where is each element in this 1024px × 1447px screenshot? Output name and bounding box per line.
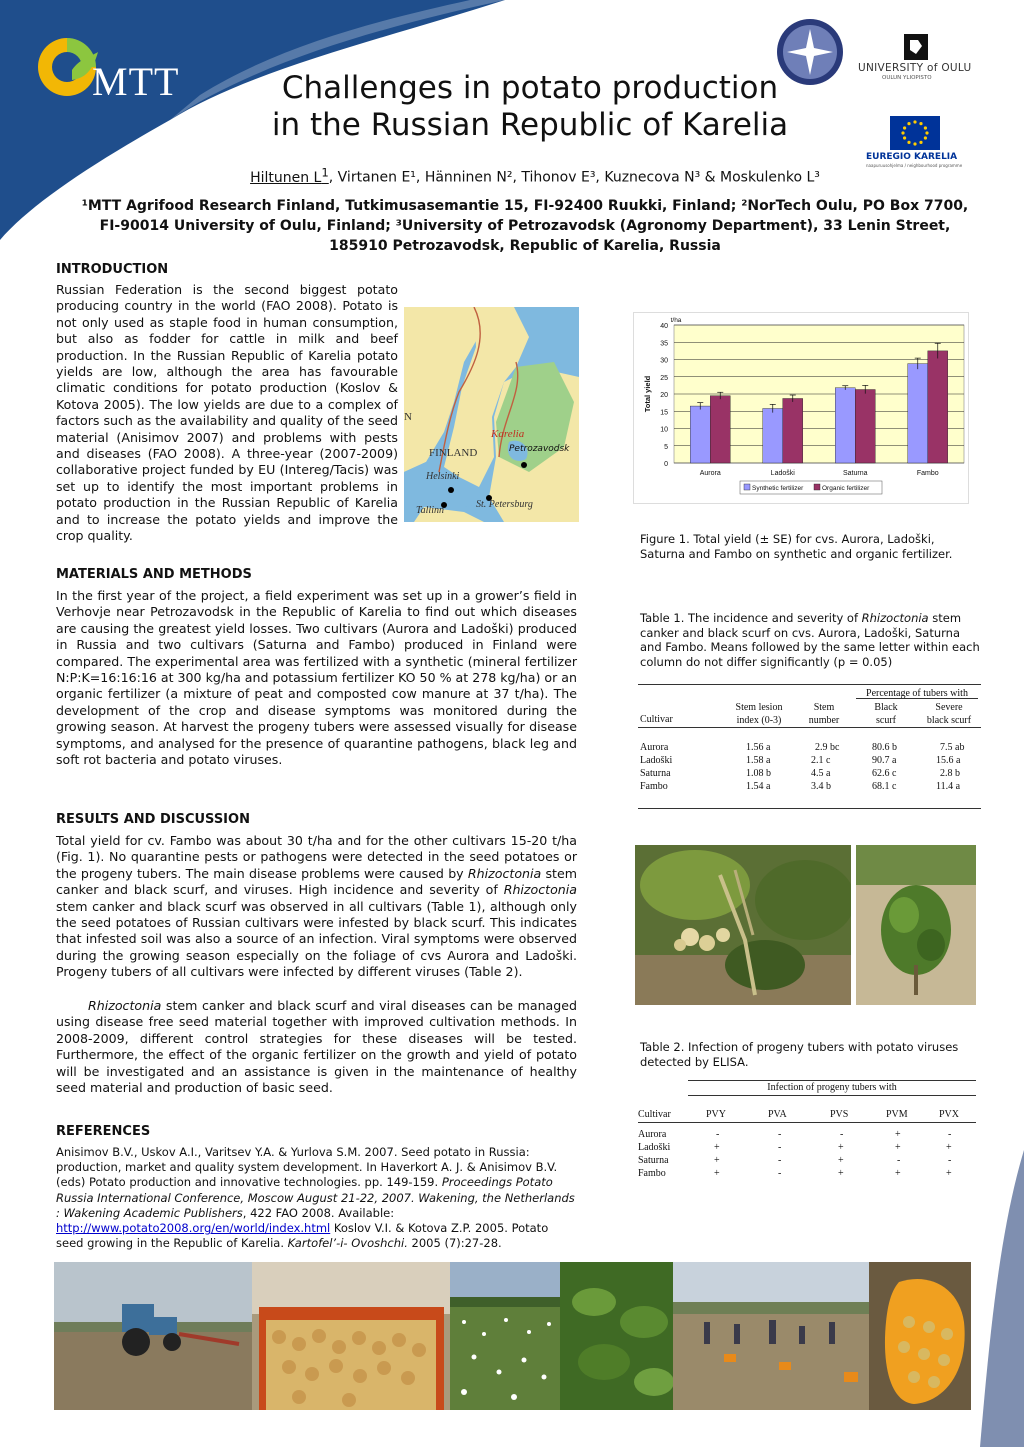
table2-rows [638,1129,976,1181]
table1-header-black: Black scurf [874,702,898,726]
figure1-caption: Figure 1. Total yield (± SE) for cvs. Aurora, Ladoški, Saturna and Fambo on synthetic and organic fertilizer. [640,532,953,561]
table2-header-pvs: PVS [830,1109,849,1120]
bar-synthetic [690,406,710,463]
authors [120,165,950,186]
map-label-edge: N [404,411,412,423]
references-text: Anisimov B.V., Uskov A.I., Varitsev Y.A. & Yurlova S.M. 2007. Seed potato in Russia: production, market and quality system development. In Haverkort A. J. & Anisimov B.V. (eds) Potato production and innovative technologies. pp. 149-159. Proceedings Potato Russia International Conference, Moscow August 21-22, 2007. Wakening, the Netherlands : Wakening Academic Publishers, 422 FAO 2008. Available: http://www.potato2008.org/en/world/index.html Koslov V.I. & Kotova Z.P. 2005. Potato seed growing in the Republic of Karelia. Kartofel’-i- Ovoshchi. 2005 (7):27-28. [56,1145,575,1251]
results-paragraph-2: Rhizoctonia stem canker and black scurf and viral diseases can be managed using disease free seed material together with improved cultivation methods. In 2008-2009, different control strategies for these diseases will be tested. Furthermore, the effect of the organic fertilizer on the growth and yield of potato will be investigated and an assistance is given in the maintenance of healthy seed material and production of basic seed. [56,998,577,1096]
photo-potato-sack [869,1262,971,1410]
photo-harvest-workers [673,1262,869,1410]
photo-flowering-field [450,1262,560,1410]
table-row: Saturna 1.08 b 4.5 a 62.6 c 2.8 b [640,768,960,779]
table-row: Ladoški + - + + + [638,1142,952,1153]
photo-potato-plant-field [856,845,976,1005]
map-label-tallinn: Tallinn [416,505,444,516]
bar-synthetic [835,388,855,463]
table2 [638,1080,976,1181]
table2-header-pvy: PVY [706,1109,727,1120]
oulu-university-label: UNIVERSITY of OULU [858,62,972,74]
table2-header-cultivar: Cultivar [638,1109,671,1120]
x-tick-label: Ladoški [770,470,795,477]
methods-heading: MATERIALS AND METHODS [56,567,252,582]
bar-organic [855,390,875,463]
table1-header-severe: Severe black scurf [926,702,972,726]
y-tick-label: 25 [660,374,668,382]
eu-flag-icon [890,116,940,150]
map-label-petrozavodsk: Petrozavodsk [509,444,570,454]
table2-group-header: Infection of progeny tubers with [767,1082,897,1093]
table2-header-pvm: PVM [886,1109,908,1120]
photo-tractor [54,1262,252,1410]
yield-chart [633,312,969,504]
y-tick-label: 40 [660,323,668,330]
table2-header-pvx: PVX [939,1109,960,1120]
legend-swatch [744,484,750,490]
table2-header-pva: PVA [768,1109,787,1120]
karelia-map [404,307,579,522]
photo-strip [54,1262,971,1410]
affiliation-line-3: 185910 Petrozavodsk, Republic of Karelia, Russia [329,238,721,254]
other-authors: , Virtanen E¹, Hänninen N², Tihonov E³, Kuznecova N³ & Moskulenko L³ [328,169,820,186]
y-tick-label: 5 [664,443,668,451]
affiliation-line-2: FI-90014 University of Oulu, Finland; ³University of Petrozavodsk (Agronomy Department), 33 Lenin Street, [99,218,951,234]
y-unit-label: t/ha [670,317,682,324]
table1-caption: Table 1. The incidence and severity of Rhizoctonia stem canker and black scurf on cvs. Aurora, Ladoški, Saturna and Fambo. Means followed by the same letter within each column do not differ significantly (p = 0.05) [640,611,980,669]
map-label-karelia: Karelia [491,428,525,440]
references-heading: REFERENCES [56,1124,151,1139]
table1-header-stem: Stem number [808,702,840,726]
oulu-emblem-icon [904,34,928,60]
table1-header-cultivar: Cultivar [640,714,673,725]
table-row: Aurora - - - + - [638,1129,952,1140]
bar-organic [928,351,948,463]
photo-potato-crate [252,1262,450,1410]
legend-entry: Synthetic fertilizer [752,485,804,492]
poster-title [200,70,860,144]
affiliation-line-1: ¹MTT Agrifood Research Finland, Tutkimusasemantie 15, FI-92400 Ruukki, Finland; ²NorTech Oulu, PO Box 7700, [81,198,969,214]
y-tick-label: 15 [660,409,668,417]
table-row: Fambo 1.54 a 3.4 b 68.1 c 11.4 a [640,781,961,792]
x-tick-label: Saturna [842,470,868,477]
mtt-logo-text: MTT [92,59,180,104]
euregio-karelia-label: EUREGIO KARELIA [866,152,958,162]
bar-organic [710,396,730,463]
title-line-2: in the Russian Republic of Karelia [271,107,789,143]
introduction-heading: INTRODUCTION [56,262,169,277]
methods-text: In the first year of the project, a field experiment was set up in a grower’s field in Verhovje near Petrozavodsk in the Republic of Karelia to find out which diseases are causing the greatest yield losses. Two cultivars (Aurora and Ladoški) produced in Russia and two cultivars (Saturna and Fambo) produced in Finland were compared. The experimental area was fertilized with a synthetic (mineral fertilizer N:P:K=16:16:16 at 300 kg/ha and potassium fertilizer KO 50 % at 278 kg/ha) or an organic fertilizer (a mixture of peat and composted cow manure at 37 t/ha). The development of the crop and disease symptoms was monitored during the growing season. At harvest the progeny tubers were assessed visually for disease symptoms, and analysed for the presence of quarantine pathogens, black leg and soft rot bacteria and potato viruses. [56,588,577,768]
y-tick-label: 10 [660,426,668,434]
y-tick-label: 0 [664,461,668,468]
table1-header-lesion: Stem lesion index (0-3) [735,702,783,726]
map-label-st-petersburg: St. Petersburg [476,499,533,510]
table2-caption: Table 2. Infection of progeny tubers with potato viruses detected by ELISA. [640,1040,959,1069]
y-tick-label: 30 [660,357,668,365]
affiliations [60,196,990,256]
x-tick-label: Fambo [916,470,939,477]
reference-link[interactable]: http://www.potato2008.org/en/world/index.html [56,1221,331,1236]
bar-synthetic [908,364,928,463]
title-line-1: Challenges in potato production [281,70,779,106]
photo-black-scurf-stems [635,845,851,1005]
oulu-university-sublabel: OULUN YLIOPISTO [882,75,932,81]
bar-organic [783,398,803,463]
legend-swatch [814,484,820,490]
bar-synthetic [763,408,783,463]
table-row: Ladoški 1.58 a 2.1 c 90.7 a 15.6 a [640,755,961,766]
y-tick-label: 35 [660,340,668,348]
table1-rows [638,742,981,794]
yield-chart-svg [634,313,968,503]
table-row: Saturna + - + - - [638,1155,952,1166]
photo-potato-leaves [560,1262,674,1410]
results-heading: RESULTS AND DISCUSSION [56,812,250,827]
table1-group-header: Percentage of tubers with [866,688,968,699]
legend-entry: Organic fertilizer [822,485,870,492]
map-label-helsinki: Helsinki [426,471,460,482]
x-tick-label: Aurora [699,470,721,477]
table1 [638,684,981,809]
y-tick-label: 20 [660,392,668,399]
y-axis-label: Total yield [643,375,652,413]
table-row: Aurora 1.56 a 2.9 bc 80.6 b 7.5 ab [640,742,965,753]
results-paragraph-1: Total yield for cv. Fambo was about 30 t/ha and for the other cultivars 15-20 t/ha (Fig. 1). No quarantine pests or pathogens were detected in the seed potatoes or the progeny tubers. The main disease problems were caused by Rhizoctonia stem canker and black scurf, and viruses. High incidence and severity of Rhizoctonia stem canker and black scurf was observed in all cultivars (Table 1), although only the seed potatoes of Russian cultivars were infested by black scurf. This indicates that infested soil was also a source of an infection. Viral symptoms were observed during the growing season especially on the foliage of cvs Aurora and Ladoški. Progeny tubers of all cultivars were infected by different viruses (Table 2). [56,833,577,980]
map-label-finland: FINLAND [429,447,478,459]
first-author: Hiltunen $L^1$ [250,165,329,186]
euregio-karelia-sublabel: naapuruusohjelma / neighbourhood programme [866,163,963,168]
table-row: Fambo + - + + + [638,1168,952,1179]
introduction-text: Russian Federation is the second biggest potato producing country in the world (FAO 2008). Potato is not only used as staple food in human consumption, but also as fodder for cattle in milk and beef production. In the Russian Republic of Karelia potato yields are low, although the area has favourable climatic conditions for potato production (Koslov & Kotova 2005). The low yields are due to a complex of factors such as the availability and quality of the seed material (Anisimov 2007) and problems with pests and diseases (FAO 2008). A three-year (2007-2009) collaborative project funded by EU (Intereg/Tacis) was set up to identify the most important problems in potato production in the Russian Republic of Karelia and to increase the potato yields and improve the crop quality. [56,282,398,544]
